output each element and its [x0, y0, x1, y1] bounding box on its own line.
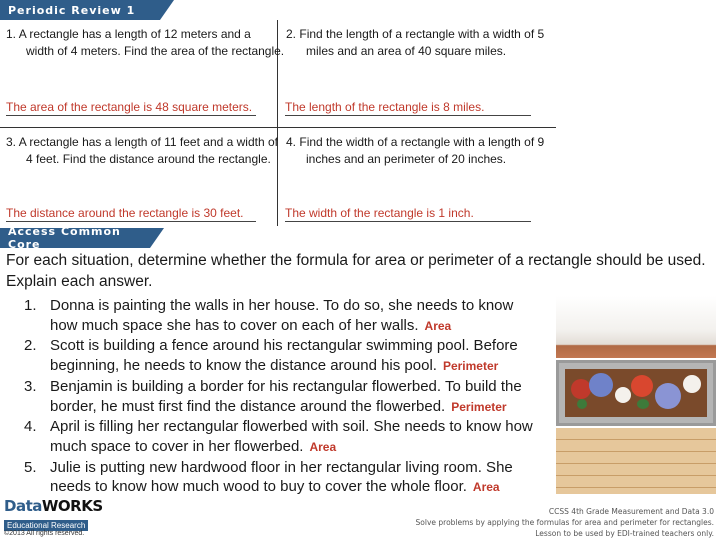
item-answer: Area [424, 318, 452, 333]
flower [615, 387, 631, 403]
answer-4: The width of the rectangle is 1 inch. [285, 206, 531, 222]
item-text: Benjamin is building a border for his rectangular flowerbed. To build the border, he must first find the distance around the flowerbed. [50, 377, 522, 415]
flowerbed-photo [556, 360, 716, 426]
problem-text-cont: 4 feet. Find the distance around the rectangle. [26, 152, 271, 166]
list-item [24, 377, 544, 417]
leaf [577, 399, 587, 409]
problem-number: 3. [6, 135, 17, 149]
item-answer: Perimeter [442, 359, 499, 374]
list-item [24, 296, 544, 336]
item-number: 2. [24, 337, 37, 355]
item-number: 3. [24, 377, 37, 395]
problem-text-cont: miles and an area of 40 square miles. [306, 44, 507, 58]
periodic-review-banner: Periodic Review 1 [0, 0, 160, 20]
item-text: Donna is painting the walls in her house. To do so, she needs to know how much space she has to cover on each of her walls. [50, 297, 514, 334]
answer-1: The area of the rectangle is 48 square meters. [6, 100, 256, 116]
item-number: 1. [24, 297, 37, 314]
problem-text-cont: width of 4 meters. Find the area of the rectangle. [26, 44, 285, 58]
problem-number: 1. [6, 27, 17, 41]
hardwood-floor-photo [556, 428, 716, 494]
item-number: 4. [24, 418, 37, 436]
answer-3: The distance around the rectangle is 30 feet. [6, 206, 256, 222]
item-number: 5. [24, 458, 37, 476]
flower [571, 379, 591, 399]
problem-text: Find the length of a rectangle with a width of 5 [299, 27, 545, 41]
copyright: ©2013 All rights reserved. [4, 530, 85, 537]
answer-2: The length of the rectangle is 8 miles. [285, 100, 531, 116]
problem-1 [6, 26, 284, 60]
problem-text: A rectangle has a length of 12 meters and a [18, 27, 251, 41]
list-item [24, 458, 544, 498]
flower [683, 375, 701, 393]
problem-2 [286, 26, 544, 60]
list-item [24, 336, 544, 376]
problem-text-cont: inches and an perimeter of 20 inches. [306, 152, 507, 166]
problem-text: A rectangle has a length of 11 feet and a width of [18, 135, 278, 149]
instructions: For each situation, determine whether the formula for area or perimeter of a rectangle should be used. Explain each answer. [6, 252, 706, 290]
item-text: Julie is putting new hardwood floor in her rectangular living room. She needs to know how much wood to buy to cover the whole floor. [50, 458, 513, 496]
flower [631, 375, 653, 397]
access-common-core-banner: Access Common Core [0, 228, 150, 248]
item-answer: Area [309, 439, 337, 454]
item-text: Scott is building a fence around his rectangular swimming pool. Before beginning, he needs to know the distance around his pool. [50, 337, 518, 375]
dataworks-logo: DataWORKS Educational Research [4, 497, 103, 530]
situation-list [24, 296, 544, 498]
flower [589, 373, 613, 397]
problem-4 [286, 134, 544, 168]
problem-number: 2. [286, 27, 297, 41]
flower [655, 383, 681, 409]
problem-number: 4. [286, 135, 297, 149]
flowerbed-soil [565, 369, 707, 417]
item-answer: Area [472, 480, 500, 495]
grid-horizontal-divider [0, 127, 556, 128]
problem-3 [6, 134, 278, 168]
item-text: April is filling her rectangular flowerbed with soil. She needs to know how much space to cover in her flowerbed. [50, 418, 533, 455]
list-item [24, 417, 544, 457]
leaf [637, 399, 649, 409]
item-answer: Perimeter [451, 399, 507, 414]
standard-note: CCSS 4th Grade Measurement and Data 3.0 Solve problems by applying the formulas for area and perimeter for rectangles. Lesson to be used by EDI-trained teachers only. [415, 507, 714, 538]
problem-text: Find the width of a rectangle with a length of 9 [299, 135, 545, 149]
wall-photo [556, 296, 716, 358]
